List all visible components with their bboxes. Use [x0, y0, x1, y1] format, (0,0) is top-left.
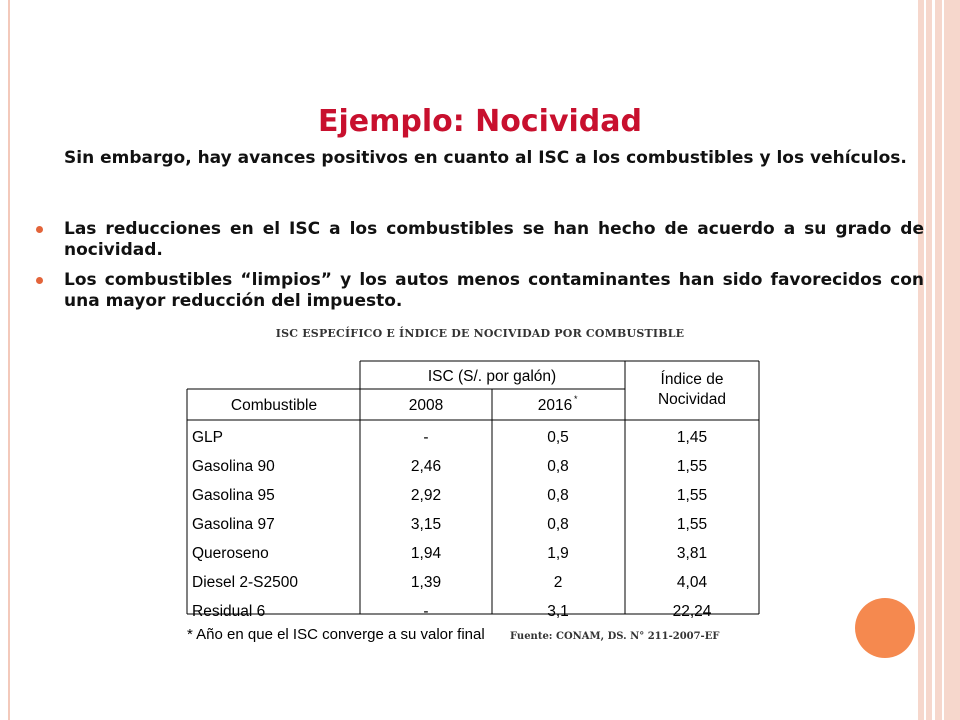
cell-index: 1,55 — [676, 516, 708, 533]
cell-v2016: 0,8 — [547, 516, 569, 533]
cell-v2016: 0,8 — [547, 458, 569, 475]
cell-v2008: 1,39 — [410, 574, 442, 591]
cell-fuel: Gasolina 97 — [192, 516, 275, 533]
index-header-line1: Índice de — [660, 371, 724, 388]
cell-v2016: 0,8 — [547, 487, 569, 504]
cell-fuel: Gasolina 95 — [192, 487, 275, 504]
index-header-line2: Nocividad — [657, 391, 727, 408]
cell-index: 3,81 — [676, 545, 708, 562]
cell-index: 4,04 — [676, 574, 708, 591]
table-row — [192, 429, 707, 446]
cell-v2016: 0,5 — [547, 429, 569, 446]
cell-index: 22,24 — [672, 603, 712, 620]
slide-title: Ejemplo: Nocividad — [317, 104, 642, 139]
col-header-2008: 2008 — [408, 397, 444, 414]
cell-v2008: 1,94 — [410, 545, 442, 562]
bullet-text: Los combustibles “limpios” y los autos menos contaminantes han sido favorecidos con una mayor reducción del impuesto. — [64, 270, 924, 311]
cell-v2016: 1,9 — [547, 545, 569, 562]
col-header-2016: 2016 — [537, 397, 573, 414]
cell-fuel: Residual 6 — [192, 603, 266, 620]
decorative-circle — [855, 598, 915, 658]
table-row — [192, 603, 712, 620]
cell-fuel: Diesel 2-S2500 — [192, 574, 298, 591]
table-row — [192, 545, 707, 562]
col-header-fuel: Combustible — [230, 397, 318, 414]
table-title: ISC ESPECÍFICO E ÍNDICE DE NOCIVIDAD POR COMBUSTIBLE — [275, 327, 685, 340]
cell-fuel: Queroseno — [192, 545, 269, 562]
intro-paragraph: Sin embargo, hay avances positivos en cuanto al ISC a los combustibles y los vehículos. — [64, 148, 907, 168]
cell-v2016: 3,1 — [547, 603, 569, 620]
cell-v2008: - — [423, 429, 429, 446]
table-row — [192, 458, 707, 475]
bullet-text: Las reducciones en el ISC a los combustibles se han hecho de acuerdo a su grado de nocividad. — [64, 219, 924, 260]
isc-group-header: ISC (S/. por galón) — [427, 368, 557, 385]
table-body — [192, 429, 712, 620]
cell-v2008: 2,46 — [410, 458, 442, 475]
cell-v2008: 3,15 — [410, 516, 442, 533]
col-header-2016-mark: * — [574, 394, 578, 404]
cell-v2016: 2 — [553, 574, 563, 591]
cell-v2008: 2,92 — [410, 487, 442, 504]
cell-index: 1,55 — [676, 487, 708, 504]
table-row — [192, 487, 707, 504]
table-footnote: * Año en que el ISC converge a su valor final — [187, 626, 485, 643]
cell-fuel: GLP — [192, 429, 224, 446]
source-note: Fuente: CONAM, DS. N° 211-2007-EF — [510, 631, 720, 642]
cell-index: 1,45 — [676, 429, 708, 446]
cell-fuel: Gasolina 90 — [192, 458, 275, 475]
table-row — [192, 516, 707, 533]
cell-index: 1,55 — [676, 458, 708, 475]
table-row — [192, 574, 707, 591]
cell-v2008: - — [423, 603, 429, 620]
